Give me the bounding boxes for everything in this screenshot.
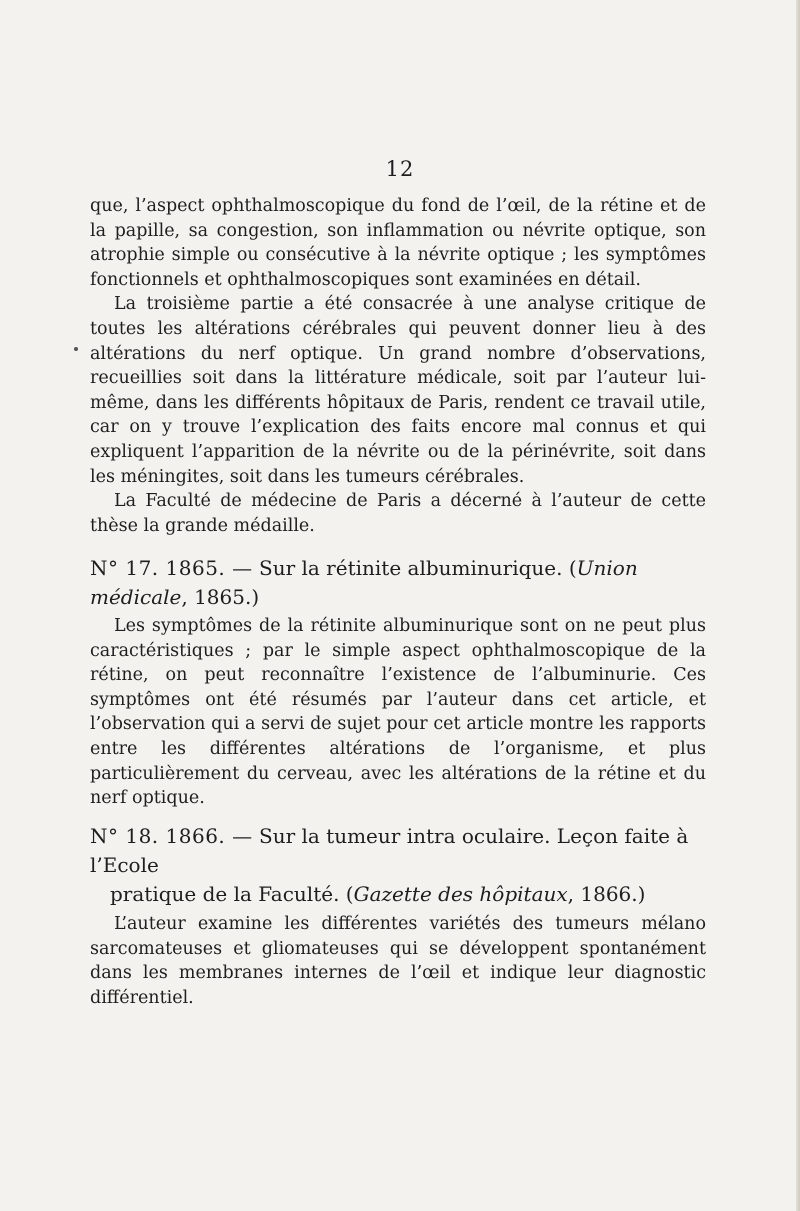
entry-17-source-close: , 1865.): [181, 585, 260, 609]
entry-18-source-close: , 1866.): [567, 882, 646, 906]
entry-17-body: Les symptômes de la rétinite albuminurique sont on ne peut plus caractéristiques ; par le simple aspect ophthalmoscopique de la rétine, on peut reconnaître l’existence de l’albuminurie. Ces symptômes ont été résumés par l’auteur dans cet article, et l’observation qui a servi de sujet pour cet article montre les rapports entre les différentes altérations de l’organisme, et plus particulièrement du cerveau, avec les altérations de la rétine et du nerf optique.: [90, 616, 706, 809]
intro-paragraph-3: La Faculté de médecine de Paris a décerné à l’auteur de cette thèse la grande médaille.: [90, 491, 706, 536]
entry-18-title-continuation: [90, 880, 710, 909]
page-edge: [796, 0, 800, 1211]
entry-18-journal: Gazette des hôpitaux: [353, 882, 568, 906]
entry-18-number: N° 18. 1866. —: [90, 824, 253, 848]
intro-paragraph-1: que, l’aspect ophthalmoscopique du fond de l’œil, de la rétine et de la papille, sa congestion, son inflammation ou névrite optique, son atrophie simple ou consécutive à la névrite optique ; les symptômes fonctionnels et ophthalmoscopiques sont examinées en détail.: [90, 196, 706, 290]
entry-17-number: N° 17. 1865. —: [90, 556, 253, 580]
entry-17-heading: [90, 554, 710, 612]
entry-18-title-cont: pratique de la Faculté.: [110, 882, 340, 906]
entry-18-source-open: (: [345, 882, 354, 906]
entry-17-body-section: [90, 614, 706, 811]
entry-18-heading: [90, 822, 710, 909]
entry-17-source-open: (: [568, 556, 577, 580]
entry-18-body-section: [90, 912, 706, 1010]
intro-paragraph-2: La troisième partie a été consacrée à une analyse critique de toutes les altérations cérébrales qui peuvent donner lieu à des altérations du nerf optique. Un grand nombre d’observations, recueillies soit dans la littérature médicale, soit par l’auteur lui-même, dans les différents hôpitaux de Paris, rendent ce travail utile, car on y trouve l’explication des faits encore mal connus et qui expliquent l’apparition de la névrite ou de la périnévrite, soit dans les méningites, soit dans les tumeurs cérébrales.: [90, 294, 706, 487]
entry-18-title: Sur la tumeur intra oculaire. Leçon faite à l’Ecole: [90, 824, 689, 877]
page-number: 12: [385, 157, 415, 181]
intro-section: [90, 194, 706, 538]
margin-mark: [74, 347, 78, 351]
entry-17-title: Sur la rétinite albuminurique.: [259, 556, 563, 580]
entry-18-body: L’auteur examine les différentes variétés des tumeurs mélano sarcomateuses et gliomateuses qui se développent spontanément dans les membranes internes de l’œil et indique leur diagnostic différentiel.: [90, 914, 706, 1008]
entry-17-journal: Union médicale: [90, 556, 638, 609]
